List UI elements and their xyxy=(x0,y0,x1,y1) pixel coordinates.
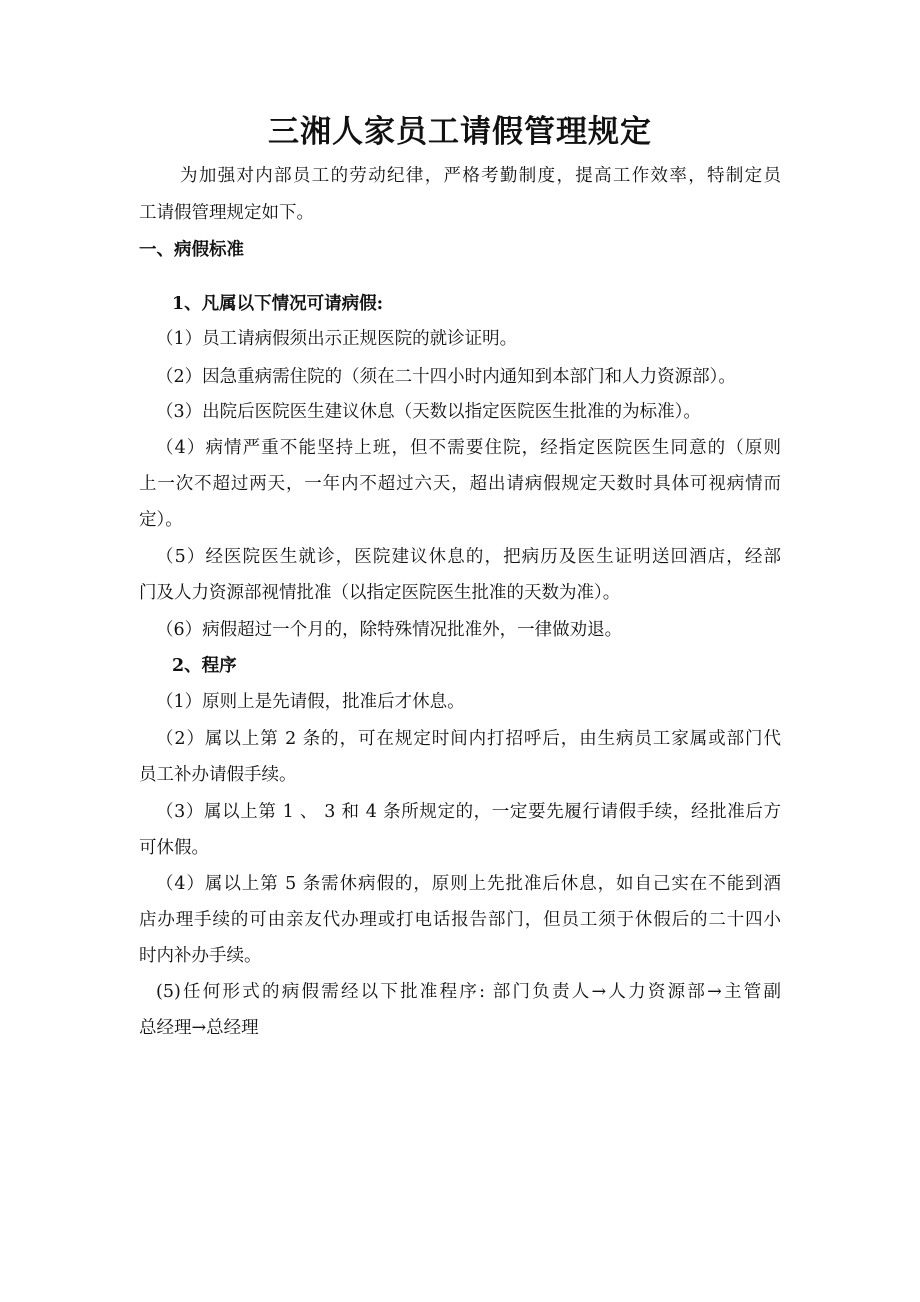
list-item-2-5-line-2: 总经理→总经理 xyxy=(139,1018,259,1038)
list-item-1-5-line-1: （5）经医院医生就诊，医院建议休息的，把病历及医生证明送回酒店，经部 xyxy=(156,547,781,567)
section-heading-sick-leave: 一、病假标准 xyxy=(139,240,244,260)
list-item-2-1: （1）原则上是先请假，批准后才休息。 xyxy=(156,692,465,712)
list-item-1-6: （6）病假超过一个月的，除特殊情况批准外，一律做劝退。 xyxy=(156,620,623,640)
list-item-1-1: （1）员工请病假须出示正规医院的就诊证明。 xyxy=(156,329,518,349)
intro-line-2: 工请假管理规定如下。 xyxy=(139,203,314,223)
list-item-2-4-line-3: 时内补办手续。 xyxy=(139,946,262,966)
list-item-2-5-line-1: (5)任何形式的病假需经以下批准程序: 部门负责人→人力资源部→主管副 xyxy=(156,982,781,1002)
list-item-1-5-line-2: 门及人力资源部视情批准（以指定医院医生批准的天数为准）。 xyxy=(139,583,621,603)
list-item-2-3-line-1: （3）属以上第 1 、 3 和 4 条所规定的，一定要先履行请假手续，经批准后方 xyxy=(156,802,781,822)
list-item-1-3: （3）出院后医院医生建议休息（天数以指定医院医生批准的为标准）。 xyxy=(156,402,701,422)
list-item-2-2-line-2: 员工补办请假手续。 xyxy=(139,765,297,785)
list-item-1-2: （2）因急重病需住院的（须在二十四小时内通知到本部门和人力资源部）。 xyxy=(156,367,736,387)
list-item-1-4-line-3: 定）。 xyxy=(139,510,183,530)
document-title: 三湘人家员工请假管理规定 xyxy=(268,114,652,150)
intro-line-1: 为加强对内部员工的劳动纪律，严格考勤制度，提高工作效率，特制定员 xyxy=(180,166,781,186)
subsection-heading-conditions: 1、凡属以下情况可请病假: xyxy=(172,294,384,314)
subsection-heading-procedure: 2、程序 xyxy=(172,656,237,676)
list-item-2-3-line-2: 可休假。 xyxy=(139,838,209,858)
list-item-2-4-line-1: （4）属以上第 5 条需休病假的，原则上先批准后休息，如自己实在不能到酒 xyxy=(156,874,781,894)
list-item-1-4-line-1: （4）病情严重不能坚持上班，但不需要住院，经指定医院医生同意的（原则 xyxy=(156,438,781,458)
list-item-1-4-line-2: 上一次不超过两天，一年内不超过六天，超出请病假规定天数时具体可视病情而 xyxy=(139,474,781,494)
list-item-2-4-line-2: 店办理手续的可由亲友代办理或打电话报告部门，但员工须于休假后的二十四小 xyxy=(139,910,781,930)
list-item-2-2-line-1: （2）属以上第 2 条的，可在规定时间内打招呼后，由生病员工家属或部门代 xyxy=(156,729,781,749)
